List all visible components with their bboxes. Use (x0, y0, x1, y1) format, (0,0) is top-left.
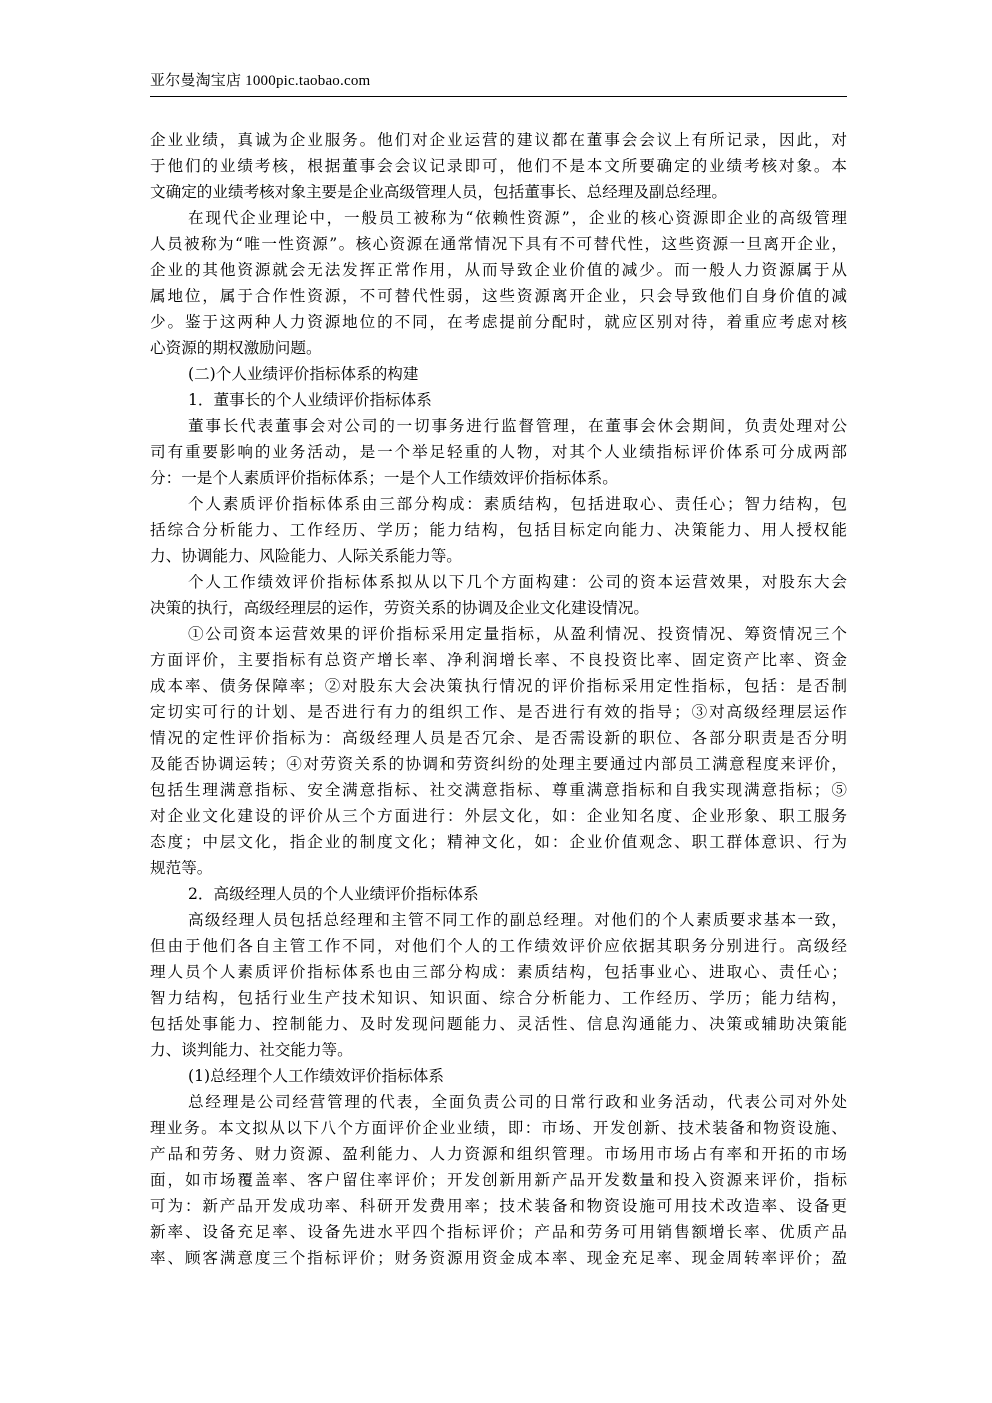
text-line: 力、谈判能力、社交能力等。 (150, 1041, 353, 1059)
text-line: 态度；中层文化，指企业的制度文化；精神文化，如：企业价值观念、职工群体意识、行为 (150, 833, 847, 851)
text-line: 包括生理满意指标、安全满意指标、社交满意指标、尊重满意指标和自我实现满意指标；⑤ (150, 781, 847, 799)
text-line: 括综合分析能力、工作经历、学历；能力结构，包括目标定向能力、决策能力、用人授权能 (150, 521, 847, 539)
text-line: 包括处事能力、控制能力、及时发现问题能力、灵活性、信息沟通能力、决策或辅助决策能 (150, 1015, 847, 1033)
text-line: 高级经理人员包括总经理和主管不同工作的副总经理。对他们的个人素质要求基本一致， (188, 911, 847, 929)
text-line: 董事长代表董事会对公司的一切事务进行监督管理，在董事会休会期间，负责处理对公 (188, 417, 847, 435)
text-line: 面，如市场覆盖率、客户留住率评价；开发创新用新产品开发数量和投入资源来评价，指标 (150, 1171, 847, 1189)
text-line: 企业业绩，真诚为企业服务。他们对企业运营的建议都在董事会会议上有所记录，因此，对 (150, 131, 847, 149)
text-line: 力、协调能力、风险能力、人际关系能力等。 (150, 547, 462, 565)
subsection-heading: 2．高级经理人员的个人业绩评价指标体系 (188, 885, 479, 903)
text-line: 规范等。 (150, 859, 213, 877)
text-line: 属地位，属于合作性资源，不可替代性弱，这些资源离开企业，只会导致他们自身价值的减 (150, 287, 847, 305)
text-line: 文确定的业绩考核对象主要是企业高级管理人员，包括董事长、总经理及副总经理。 (150, 183, 727, 201)
text-line: 及能否协调运转；④对劳资关系的协调和劳资纠纷的处理主要通过内部员工满意程度来评价， (150, 755, 847, 773)
section-heading: (二)个人业绩评价指标体系的构建 (188, 365, 419, 383)
text-line: 个人素质评价指标体系由三部分构成：素质结构，包括进取心、责任心；智力结构，包 (188, 495, 847, 513)
text-line: 理人员个人素质评价指标体系也由三部分构成：素质结构，包括事业心、进取心、责任心； (150, 963, 847, 981)
text-line: 心资源的期权激励问题。 (150, 339, 322, 357)
page-header: 亚尔曼淘宝店 1000pic.taobao.com (150, 73, 371, 89)
text-line: 方面评价，主要指标有总资产增长率、净利润增长率、不良投资比率、固定资产比率、资金 (150, 651, 847, 669)
text-line: ①公司资本运营效果的评价指标采用定量指标，从盈利情况、投资情况、筹资情况三个 (188, 625, 847, 643)
text-line: 人员被称为“唯一性资源”。核心资源在通常情况下具有不可替代性，这些资源一旦离开企业， (150, 235, 847, 253)
subsection-heading: (1)总经理个人工作绩效评价指标体系 (188, 1067, 444, 1085)
text-line: 可为：新产品开发成功率、科研开发费用率；技术装备和物资设施可用技术改造率、设备更 (150, 1197, 847, 1215)
text-line: 于他们的业绩考核，根据董事会会议记录即可，他们不是本文所要确定的业绩考核对象。本 (150, 157, 847, 175)
text-line: 产品和劳务、财力资源、盈利能力、人力资源和组织管理。市场用市场占有率和开拓的市场 (150, 1145, 847, 1163)
text-line: 理业务。本文拟从以下八个方面评价企业业绩，即：市场、开发创新、技术装备和物资设施、 (150, 1119, 847, 1137)
text-line: 成本率、债务保障率；②对股东大会决策执行情况的评价指标采用定性指标，包括：是否制 (150, 677, 847, 695)
text-line: 决策的执行，高级经理层的运作，劳资关系的协调及企业文化建设情况。 (150, 599, 650, 617)
text-line: 定切实可行的计划、是否进行有力的组织工作、是否进行有效的指导；③对高级经理层运作 (150, 703, 847, 721)
text-line: 情况的定性评价指标为：高级经理人员是否冗余、是否需设新的职位、各部分职责是否分明 (150, 729, 847, 747)
text-line: 但由于他们各自主管工作不同，对他们个人的工作绩效评价应依据其职务分别进行。高级经 (150, 937, 847, 955)
text-line: 总经理是公司经营管理的代表，全面负责公司的日常行政和业务活动，代表公司对外处 (188, 1093, 847, 1111)
subsection-heading: 1．董事长的个人业绩评价指标体系 (188, 391, 432, 409)
text-line: 对企业文化建设的评价从三个方面进行：外层文化，如：企业知名度、企业形象、职工服务 (150, 807, 847, 825)
text-line: 分：一是个人素质评价指标体系；一是个人工作绩效评价指标体系。 (150, 469, 618, 487)
text-line: 新率、设备充足率、设备先进水平四个指标评价；产品和劳务可用销售额增长率、优质产品 (150, 1223, 847, 1241)
text-line: 司有重要影响的业务活动，是一个举足轻重的人物，对其个人业绩指标评价体系可分成两部 (150, 443, 847, 461)
text-line: 企业的其他资源就会无法发挥正常作用，从而导致企业价值的减少。而一般人力资源属于从 (150, 261, 847, 279)
text-line: 智力结构，包括行业生产技术知识、知识面、综合分析能力、工作经历、学历；能力结构， (150, 989, 847, 1007)
text-line: 少。鉴于这两种人力资源地位的不同，在考虑提前分配时，就应区别对待，着重应考虑对核 (150, 313, 847, 331)
header-rule (150, 96, 847, 97)
text-line: 在现代企业理论中，一般员工被称为“依赖性资源”，企业的核心资源即企业的高级管理 (188, 209, 847, 227)
text-line: 率、顾客满意度三个指标评价；财务资源用资金成本率、现金充足率、现金周转率评价；盈 (150, 1249, 847, 1267)
text-line (150, 1271, 847, 1297)
text-line: 个人工作绩效评价指标体系拟从以下几个方面构建：公司的资本运营效果，对股东大会 (188, 573, 847, 591)
